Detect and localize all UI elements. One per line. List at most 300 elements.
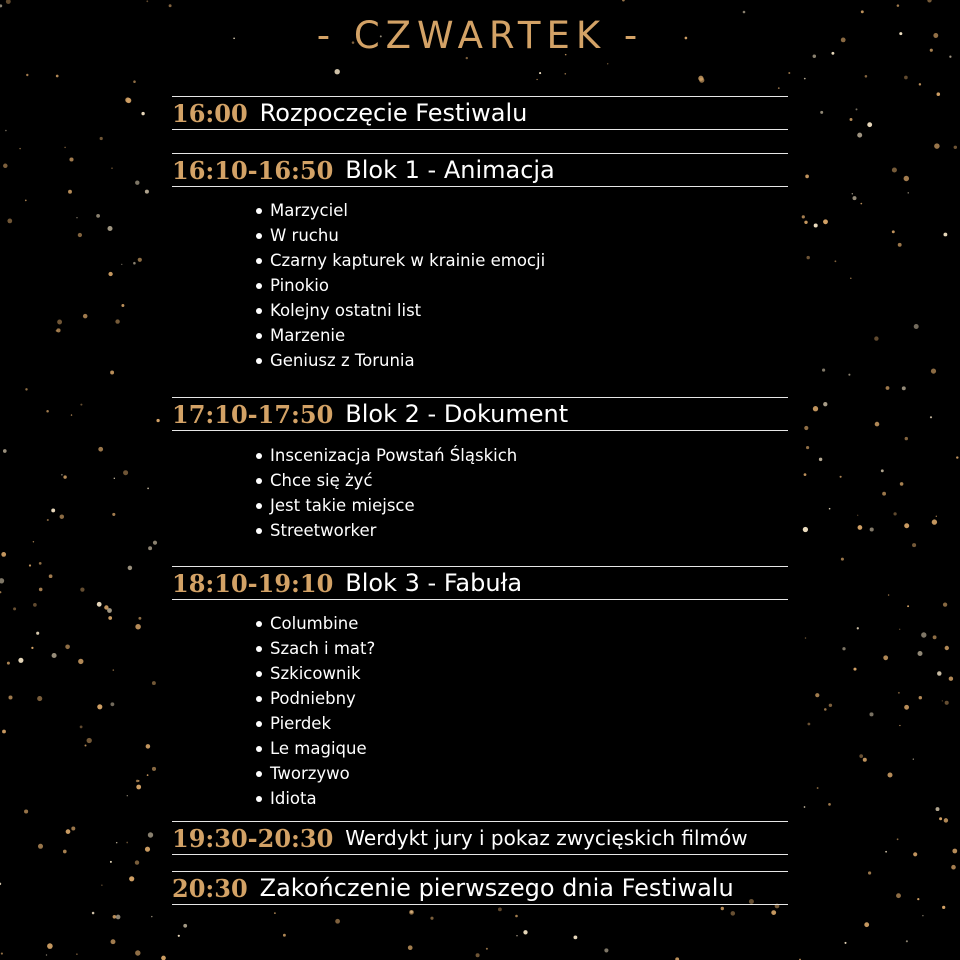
sparkle-dot	[921, 632, 926, 637]
sparkle-dot	[3, 164, 8, 169]
sparkle-dot	[121, 264, 122, 265]
list-item: W ruchu	[252, 223, 545, 248]
sparkle-dot	[97, 704, 102, 709]
sparkle-dot	[141, 112, 144, 115]
sparkle-dot	[108, 616, 112, 620]
sparkle-dot	[61, 474, 63, 476]
event-label: Blok 3 - Fabuła	[345, 569, 523, 597]
sparkle-dot	[933, 635, 937, 639]
sparkle-dot	[868, 871, 871, 874]
sparkle-dot	[47, 519, 49, 521]
sparkle-dot	[76, 953, 78, 955]
sparkle-dot	[127, 795, 128, 796]
sparkle-dot	[133, 80, 136, 83]
sparkle-dot	[71, 414, 72, 415]
sparkle-dot	[104, 605, 108, 609]
sparkle-dot	[803, 527, 808, 532]
sparkle-dot	[80, 587, 84, 591]
sparkle-dot	[29, 564, 31, 566]
sparkle-dot	[126, 98, 131, 103]
sparkle-dot	[466, 57, 468, 59]
sparkle-dot	[919, 83, 921, 85]
sparkle-dot	[875, 422, 880, 427]
sparkle-dot	[804, 221, 807, 224]
sparkle-dot	[936, 516, 937, 517]
sparkle-dot	[813, 406, 818, 411]
list-item: Chce się żyć	[252, 468, 517, 493]
sparkle-dot	[126, 842, 128, 844]
sparkle-dot	[937, 92, 941, 96]
sparkle-dot	[869, 712, 873, 716]
sparkle-dot	[944, 818, 948, 822]
sparkle-dot	[169, 4, 172, 7]
sparkle-dot	[114, 478, 115, 479]
sparkle-dot	[148, 546, 152, 550]
sparkle-dot	[13, 607, 16, 610]
block-2-film-list	[252, 443, 517, 543]
sparkle-dot	[936, 807, 940, 811]
time-label: 16:10-16:50	[172, 155, 334, 185]
event-label: Blok 2 - Dokument	[345, 400, 569, 428]
sparkle-dot	[19, 148, 20, 149]
list-item: Pierdek	[252, 711, 375, 736]
sparkle-dot	[859, 754, 863, 758]
list-item: Idiota	[252, 786, 375, 811]
sparkle-dot	[922, 915, 924, 917]
schedule-row-block-1	[172, 153, 788, 187]
sparkle-dot	[100, 137, 103, 140]
sparkle-dot	[904, 523, 909, 528]
sparkle-dot	[335, 919, 340, 924]
sparkle-dot	[622, 0, 625, 1]
sparkle-dot	[84, 744, 86, 746]
sparkle-dot	[898, 692, 900, 694]
sparkle-dot	[71, 827, 75, 831]
sparkle-dot	[721, 907, 724, 910]
sparkle-dot	[1, 953, 3, 955]
sparkle-dot	[536, 79, 537, 80]
sparkle-dot	[39, 562, 42, 565]
sparkle-dot	[161, 956, 166, 960]
sparkle-dot	[842, 647, 845, 650]
sparkle-dot	[38, 844, 43, 849]
list-item: Kolejny ostatni list	[252, 298, 545, 323]
sparkle-dot	[820, 111, 823, 114]
sparkle-dot	[24, 809, 28, 813]
sparkle-dot	[92, 912, 95, 915]
sparkle-dot	[113, 915, 117, 919]
sparkle-dot	[919, 696, 922, 699]
sparkle-dot	[108, 272, 112, 276]
sparkle-dot	[133, 262, 136, 265]
sparkle-dot	[844, 942, 846, 944]
sparkle-dot	[937, 671, 941, 675]
sparkle-dot	[116, 915, 121, 920]
sparkle-dot	[135, 624, 141, 630]
sparkle-dot	[823, 219, 828, 224]
sparkle-dot	[850, 118, 853, 121]
sparkle-dot	[476, 953, 480, 957]
sparkle-dot	[107, 226, 112, 231]
sparkle-dot	[731, 911, 736, 916]
sparkle-dot	[853, 196, 857, 200]
sparkle-dot	[110, 702, 114, 706]
sparkle-dot	[834, 260, 836, 262]
sparkle-dot	[852, 193, 853, 194]
sparkle-dot	[905, 437, 908, 440]
sparkle-dot	[788, 72, 790, 74]
sparkle-dot	[65, 645, 70, 650]
sparkle-dot	[804, 473, 807, 476]
sparkle-dot	[26, 74, 28, 76]
sparkle-dot	[83, 314, 88, 319]
sparkle-dot	[121, 304, 124, 307]
time-label: 20:30	[172, 873, 248, 903]
sparkle-dot	[3, 449, 7, 453]
sparkle-dot	[904, 705, 909, 710]
sparkle-dot	[146, 744, 151, 749]
list-item: Columbine	[252, 611, 375, 636]
sparkle-dot	[25, 388, 27, 390]
sparkle-dot	[63, 850, 67, 854]
schedule-row-block-2	[172, 397, 788, 431]
sparkle-dot	[51, 508, 55, 512]
sparkle-dot	[806, 446, 809, 449]
sparkle-dot	[335, 69, 340, 74]
sparkle-dot	[897, 838, 899, 840]
sparkle-dot	[33, 541, 34, 542]
sparkle-dot	[912, 543, 916, 547]
sparkle-dot	[128, 566, 133, 571]
block-3-film-list	[252, 611, 375, 811]
list-item: Le magique	[252, 736, 375, 761]
sparkle-dot	[57, 320, 62, 325]
sparkle-dot	[840, 476, 842, 478]
sparkle-dot	[7, 219, 12, 224]
sparkle-dot	[942, 906, 945, 909]
sparkle-dot	[841, 558, 844, 561]
day-title: - CZWARTEK -	[316, 14, 644, 57]
sparkle-dot	[907, 605, 909, 607]
sparkle-dot	[888, 773, 893, 778]
sparkle-dot	[66, 829, 71, 834]
sparkle-dot	[819, 458, 822, 461]
sparkle-dot	[146, 0, 148, 2]
sparkle-dot	[135, 860, 139, 864]
sparkle-dot	[951, 865, 956, 870]
sparkle-dot	[52, 653, 57, 658]
sparkle-dot	[931, 369, 936, 374]
sparkle-dot	[856, 108, 858, 110]
sparkle-dot	[908, 192, 909, 193]
list-item: Jest takie miejsce	[252, 493, 517, 518]
sparkle-dot	[914, 324, 919, 329]
sparkle-dot	[116, 842, 117, 843]
sparkle-dot	[805, 175, 809, 179]
sparkle-dot	[46, 410, 49, 413]
sparkle-dot	[39, 588, 43, 592]
sparkle-dot	[0, 591, 1, 593]
list-item: Szach i mat?	[252, 636, 375, 661]
sparkle-dot	[802, 215, 805, 218]
sparkle-dot	[115, 319, 119, 323]
list-item: Czarny kapturek w krainie emocji	[252, 248, 545, 273]
sparkle-dot	[110, 861, 112, 863]
schedule-row-opening	[172, 96, 788, 130]
sparkle-dot	[78, 659, 83, 664]
sparkle-dot	[5, 130, 7, 132]
time-label: 18:10-19:10	[172, 568, 334, 598]
sparkle-dot	[98, 447, 103, 452]
sparkle-dot	[817, 787, 819, 789]
sparkle-dot	[33, 603, 37, 607]
sparkle-dot	[883, 655, 888, 660]
sparkle-dot	[80, 726, 83, 729]
sparkle-dot	[147, 774, 149, 776]
sparkle-dot	[829, 704, 832, 707]
sparkle-dot	[902, 386, 906, 390]
sparkle-dot	[63, 475, 66, 478]
event-label: Blok 1 - Animacja	[345, 156, 555, 184]
sparkle-dot	[848, 374, 850, 376]
sparkle-dot	[80, 404, 82, 406]
sparkle-dot	[898, 243, 902, 247]
time-label: 19:30-20:30	[172, 823, 334, 853]
sparkle-dot	[7, 662, 10, 665]
sparkle-dot	[0, 578, 4, 583]
sparkle-dot	[274, 912, 276, 914]
sparkle-dot	[178, 935, 180, 937]
sparkle-dot	[564, 73, 566, 75]
sparkle-dot	[917, 898, 919, 900]
sparkle-dot	[913, 758, 914, 759]
sparkle-dot	[31, 647, 33, 649]
list-item: Tworzywo	[252, 761, 375, 786]
sparkle-dot	[110, 371, 114, 375]
sparkle-dot	[1, 552, 6, 557]
sparkle-dot	[539, 72, 541, 74]
sparkle-dot	[943, 233, 947, 237]
list-item: Inscenizacja Powstań Śląskich	[252, 443, 517, 468]
sparkle-dot	[822, 369, 825, 372]
sparkle-dot	[607, 63, 608, 64]
event-label: Werdykt jury i pokaz zwycięskich filmów	[345, 826, 748, 850]
sparkle-dot	[113, 669, 114, 670]
sparkle-dot	[904, 176, 909, 181]
list-item: Streetworker	[252, 518, 517, 543]
sparkle-dot	[954, 146, 957, 149]
sparkle-dot	[918, 651, 923, 656]
list-item: Podniebny	[252, 686, 375, 711]
schedule-row-closing	[172, 871, 788, 905]
event-label: Zakończenie pierwszego dnia Festiwalu	[259, 874, 734, 902]
schedule-row-block-3	[172, 566, 788, 600]
sparkle-dot	[808, 723, 811, 726]
sparkle-dot	[804, 78, 806, 80]
sparkle-dot	[408, 945, 413, 950]
sparkle-dot	[136, 785, 141, 790]
sparkle-dot	[942, 700, 943, 701]
sparkle-dot	[806, 256, 809, 259]
sparkle-dot	[814, 223, 818, 227]
sparkle-dot	[18, 658, 23, 663]
sparkle-dot	[151, 916, 152, 917]
sparkle-dot	[945, 701, 949, 705]
sparkle-dot	[68, 190, 72, 194]
sparkle-dot	[101, 885, 102, 886]
sparkle-dot	[0, 4, 2, 7]
sparkle-dot	[906, 940, 908, 942]
sparkle-dot	[145, 190, 149, 194]
sparkle-dot	[37, 696, 42, 701]
sparkle-dot	[892, 167, 897, 172]
sparkle-dot	[778, 87, 780, 89]
sparkle-dot	[824, 708, 827, 711]
sparkle-dot	[64, 147, 66, 149]
sparkle-dot	[573, 935, 577, 939]
sparkle-dot	[137, 780, 139, 782]
sparkle-dot	[123, 470, 128, 475]
schedule-row-verdict	[172, 821, 788, 855]
sparkle-dot	[881, 469, 884, 472]
sparkle-dot	[828, 803, 831, 806]
sparkle-dot	[36, 632, 39, 635]
sparkle-dot	[96, 214, 100, 218]
sparkle-dot	[97, 602, 102, 607]
sparkle-dot	[6, 0, 11, 4]
sparkle-dot	[932, 519, 937, 524]
sparkle-dot	[900, 482, 904, 486]
sparkle-dot	[850, 278, 852, 280]
list-item: Pinokio	[252, 273, 545, 298]
sparkle-dot	[823, 402, 827, 406]
sparkle-dot	[857, 515, 858, 516]
sparkle-dot	[516, 935, 517, 936]
sparkle-dot	[930, 416, 932, 418]
sparkle-dot	[76, 217, 77, 218]
sparkle-dot	[885, 851, 887, 853]
sparkle-dot	[56, 330, 58, 332]
sparkle-dot	[69, 157, 73, 161]
event-label: Rozpoczęcie Festiwalu	[259, 99, 528, 127]
sparkle-dot	[153, 541, 157, 545]
sparkle-dot	[904, 76, 908, 80]
sparkle-dot	[857, 133, 862, 138]
sparkle-dot	[939, 817, 942, 820]
sparkle-dot	[604, 948, 608, 952]
sparkle-dot	[861, 10, 864, 13]
sparkle-dot	[857, 627, 859, 629]
sparkle-dot	[853, 668, 856, 671]
sparkle-dot	[138, 617, 141, 620]
sparkle-dot	[874, 336, 878, 340]
sparkle-dot	[515, 915, 518, 918]
sparkle-dot	[804, 426, 808, 430]
sparkle-dot	[8, 695, 12, 699]
sparkle-dot	[87, 738, 92, 743]
sparkle-dot	[896, 893, 901, 898]
sparkle-dot	[882, 492, 886, 496]
sparkle-dot	[135, 181, 139, 185]
sparkle-dot	[892, 230, 895, 233]
sparkle-dot	[829, 508, 831, 510]
sparkle-dot	[698, 76, 703, 81]
sparkle-dot	[183, 924, 187, 928]
sparkle-dot	[111, 939, 116, 944]
sparkle-dot	[111, 167, 113, 169]
sparkle-dot	[0, 883, 1, 885]
sparkle-dot	[112, 513, 115, 516]
sparkle-dot	[129, 876, 134, 881]
sparkle-dot	[888, 594, 890, 596]
sparkle-dot	[138, 258, 142, 262]
sparkle-dot	[2, 730, 6, 734]
sparkle-dot	[897, 4, 900, 7]
sparkle-dot	[148, 832, 153, 837]
list-item: Marzenie	[252, 323, 545, 348]
sparkle-dot	[498, 907, 502, 911]
sparkle-dot	[152, 681, 156, 685]
list-item: Geniusz z Torunia	[252, 348, 545, 373]
time-label: 16:00	[172, 98, 248, 128]
sparkle-dot	[25, 200, 27, 202]
sparkle-dot	[949, 676, 953, 680]
sparkle-dot	[899, 725, 900, 726]
sparkle-dot	[863, 758, 867, 762]
sparkle-dot	[956, 456, 958, 458]
block-1-film-list	[252, 198, 545, 373]
sparkle-dot	[913, 852, 917, 856]
sparkle-dot	[934, 143, 940, 149]
sparkle-dot	[870, 527, 874, 531]
sparkle-dot	[860, 203, 862, 205]
list-item: Marzyciel	[252, 198, 545, 223]
sparkle-dot	[430, 917, 433, 920]
sparkle-dot	[886, 386, 890, 390]
sparkle-dot	[952, 849, 957, 854]
sparkle-dot	[409, 910, 414, 915]
sparkle-dot	[152, 767, 156, 771]
list-item: Szkicownik	[252, 661, 375, 686]
sparkle-dot	[60, 514, 65, 519]
sparkle-dot	[865, 75, 868, 78]
sparkle-dot	[49, 574, 53, 578]
sparkle-dot	[864, 922, 869, 927]
sparkle-dot	[805, 637, 807, 639]
sparkle-dot	[815, 693, 819, 697]
sparkle-dot	[283, 934, 286, 937]
sparkle-dot	[145, 847, 150, 852]
sparkle-dot	[743, 11, 746, 14]
sparkle-dot	[156, 419, 159, 422]
sparkle-dot	[943, 602, 947, 606]
sparkle-dot	[56, 75, 59, 78]
sparkle-dot	[858, 525, 863, 530]
sparkle-dot	[47, 943, 53, 949]
time-label: 17:10-17:50	[172, 399, 334, 429]
sparkle-dot	[945, 646, 949, 650]
sparkle-dot	[893, 512, 896, 515]
sparkle-dot	[771, 910, 776, 915]
sparkle-dot	[147, 488, 149, 490]
sparkle-dot	[486, 948, 488, 950]
sparkle-dot	[78, 233, 82, 237]
sparkle-dot	[804, 806, 806, 808]
sparkle-dot	[899, 629, 900, 630]
sparkle-dot	[46, 954, 47, 955]
sparkle-dot	[867, 122, 872, 127]
sparkle-dot	[927, 0, 931, 3]
